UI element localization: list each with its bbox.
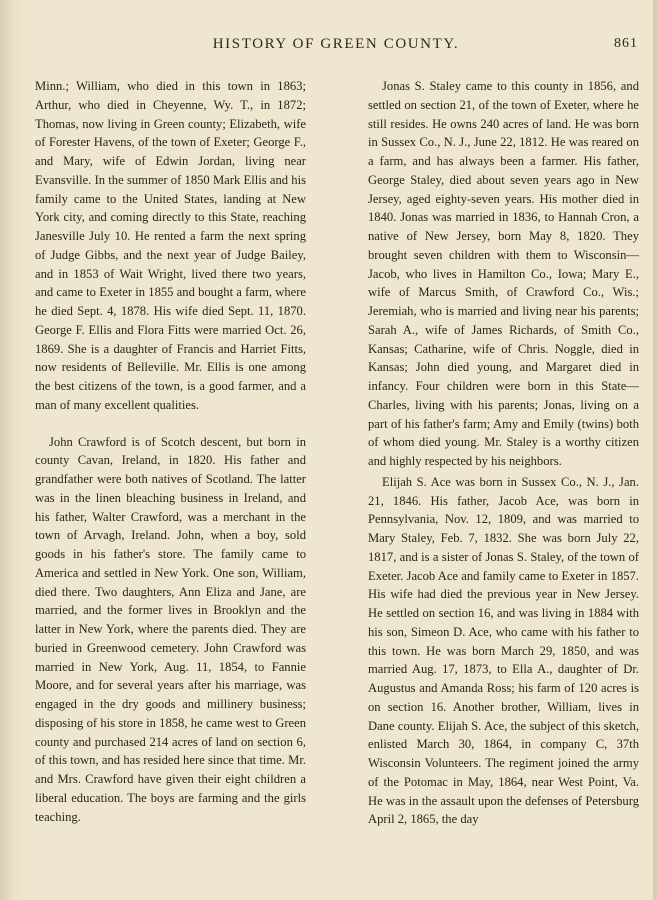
running-head: HISTORY OF GREEN COUNTY. — [212, 36, 460, 52]
paragraph-jonas-staley: Jonas S. Staley came to this county in 1856, and settled on section 21, of the town of Exeter, where he still resides. He owns 240 acres of land. He was born in Sussex Co., N. J., June 22, 1812. He was reared on a farm, and has always been a farmer. His father, George Staley, died about seven years ago in New Jersey, aged eighty-seven years. His mother died in 1840. Jonas was married in 1836, to Hannah Cron, a native of New Jersey, born May 8, 1820. They brought seven children with them to Wisconsin—Jacob, who lives in Hamilton Co., Iowa; Mary E., wife of Marcus Smith, of Crawford Co., Wis.; Jeremiah, who is married and living near his parents; Sarah A., wife of James Richards, of Smith Co., Kansas; Catharine, wife of Chris. Noggle, died in Kansas; John died young, and Margaret died in infancy. Four children were born in this State—Charles, living with his parents; Jonas, living on a part of his father's farm; Amy and Emily (twins) both of whom died young. Mr. Staley is a worthy citizen and highly respected by his neighbors. — [368, 79, 639, 468]
paragraph-elijah-ace: Elijah S. Ace was born in Sussex Co., N. J., Jan. 21, 1846. His father, Jacob Ace, was born in Pennsylvania, Nov. 12, 1809, and was married to Mary Staley, Feb. 7, 1832. She was born July 22, 1817, and is a sister of Jonas S. Staley, of the town of Exeter. Jacob Ace and family came to Exeter in 1857. His wife had died the previous year in New Jersey. He settled on section 16, and was living in 1884 with his son, Simeon D. Ace, who came with his father to this town. He was born March 29, 1850, and was married Aug. 17, 1873, to Ella A., daughter of Dr. Augustus and Amanda Ross; his farm of 120 acres is on section 16. Another brother, William, lives in Dane county. Elijah S. Ace, the subject of this sketch, enlisted March 30, 1864, in company C, 37th Wisconsin Volunteers. The regiment joined the army of the Potomac in May, 1864, near West Point, Va. He was in the assault upon the defenses of Petersburg April 2, 1865, the day — [368, 474, 639, 827]
page-edge — [653, 0, 657, 900]
paragraph-john-crawford: John Crawford is of Scotch descent, but born in county Cavan, Ireland, in 1820. His father and grandfather were both natives of Scotland. The latter was in the linen bleaching business in Ireland, and his father, Walter Crawford, was a merchant in the town of Arvagh, Ireland. John, when a boy, sold goods in his father's store. The family came to America and settled in New York. One son, William, died there. Two daughters, Ann Eliza and Jane, are married, and the former lives in Brooklyn and the latter in New York, where the parents died. They are buried in Greenwood cemetery. John Crawford was married in New York, Aug. 11, 1854, to Fannie Moore, and for several years after his marriage, was engaged in the dry goods and millinery business; disposing of his store in 1858, he came west to Green county and purchased 214 acres of land on section 6, of this town, and has resided here since that time. Mr. and Mrs. Crawford have given their eight children a liberal education. The boys are farming and the girls teaching. — [35, 434, 306, 824]
page-header — [34, 36, 638, 60]
left-column — [35, 77, 306, 826]
paragraph-ellis-continued: Minn.; William, who died in this town in 1863; Arthur, who died in Cheyenne, Wy. T., in 1872; Thomas, now living in Green county; Elizabeth, wife of Forester Havens, of the town of Exeter; George F., and Mary, wife of Edwin Jordan, living near Evansville. In the summer of 1850 Mark Ellis and his family came to the United States, landing at New York city, and coming directly to this State, reaching Janesville July 10. He rented a farm the next spring of Judge Gibbs, and the next year of Judge Bailey, and in 1853 of Wait Wright, lived there two years, and came to Exeter in 1855 and bought a farm, where he died Sept. 4, 1878. His wife died Sept. 11, 1870. George F. Ellis and Flora Fitts were married Oct. 26, 1869. She is a daughter of Francis and Harriet Fitts, now residents of Belleville. Mr. Ellis is one among the best citizens of the town, is a good farmer, and a man of many excellent qualities. — [35, 79, 306, 412]
page-number: 861 — [614, 36, 638, 51]
right-column — [368, 77, 639, 829]
